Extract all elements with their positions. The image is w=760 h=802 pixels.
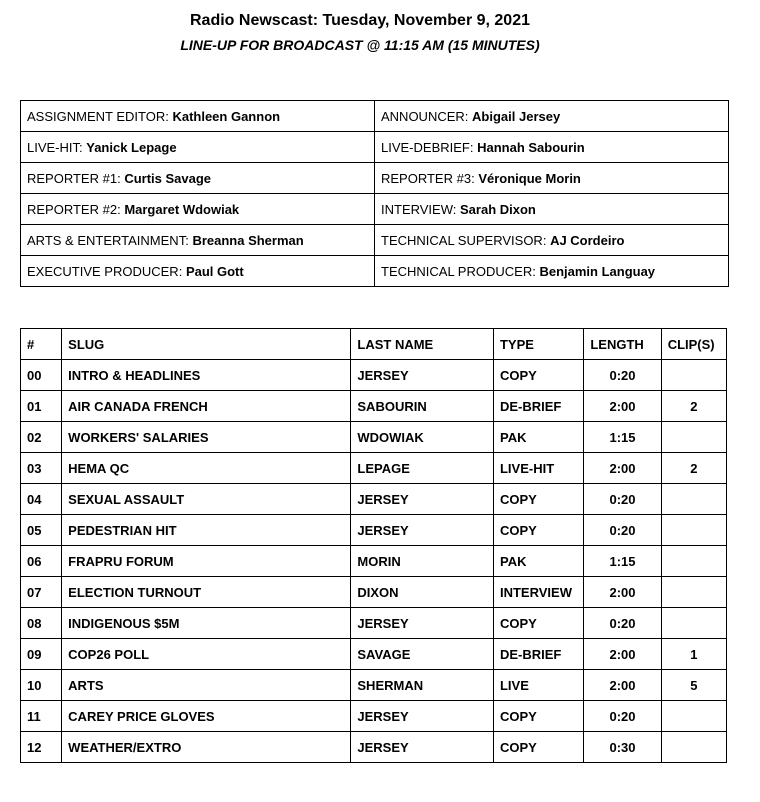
item-number-cell: 09 bbox=[21, 639, 62, 670]
table-row bbox=[21, 391, 727, 422]
item-number-cell: 06 bbox=[21, 546, 62, 577]
staff-row bbox=[21, 101, 729, 132]
person-name: Margaret Wdowiak bbox=[124, 201, 240, 217]
type-cell: PAK bbox=[493, 422, 583, 453]
lineup-header-row bbox=[21, 329, 727, 360]
clips-cell: 2 bbox=[661, 453, 726, 484]
last-name-cell: JERSEY bbox=[351, 484, 494, 515]
slug-cell: SEXUAL ASSAULT bbox=[62, 484, 351, 515]
length-cell: 0:20 bbox=[584, 515, 661, 546]
last-name-cell: SHERMAN bbox=[351, 670, 494, 701]
clips-cell bbox=[661, 422, 726, 453]
role-label: REPORTER #3: bbox=[381, 170, 475, 186]
type-cell: PAK bbox=[493, 546, 583, 577]
table-row bbox=[21, 515, 727, 546]
type-cell: DE-BRIEF bbox=[493, 391, 583, 422]
item-number-cell: 00 bbox=[21, 360, 62, 391]
staff-row bbox=[21, 132, 729, 163]
last-name-cell: JERSEY bbox=[351, 608, 494, 639]
type-cell: LIVE bbox=[493, 670, 583, 701]
staff-cell bbox=[21, 225, 375, 256]
length-cell: 0:20 bbox=[584, 360, 661, 391]
role-label: LIVE-DEBRIEF: bbox=[381, 139, 474, 155]
last-name-cell: WDOWIAK bbox=[351, 422, 494, 453]
role-label: LIVE-HIT: bbox=[27, 139, 83, 155]
lineup-table bbox=[20, 328, 727, 763]
slug-cell: AIR CANADA FRENCH bbox=[62, 391, 351, 422]
item-number-cell: 10 bbox=[21, 670, 62, 701]
length-cell: 1:15 bbox=[584, 546, 661, 577]
column-header-last-name: LAST NAME bbox=[351, 329, 494, 360]
column-header-type: TYPE bbox=[493, 329, 583, 360]
column-header-item-number: # bbox=[21, 329, 62, 360]
item-number-cell: 12 bbox=[21, 732, 62, 763]
table-row bbox=[21, 453, 727, 484]
length-cell: 2:00 bbox=[584, 453, 661, 484]
slug-cell: INDIGENOUS $5M bbox=[62, 608, 351, 639]
staff-row bbox=[21, 225, 729, 256]
person-name: AJ Cordeiro bbox=[550, 232, 625, 248]
clips-cell: 5 bbox=[661, 670, 726, 701]
clips-cell bbox=[661, 608, 726, 639]
slug-cell: ARTS bbox=[62, 670, 351, 701]
column-header-clips: CLIP(S) bbox=[661, 329, 726, 360]
page-title: Radio Newscast: Tuesday, November 9, 2021 bbox=[190, 12, 530, 29]
item-number-cell: 11 bbox=[21, 701, 62, 732]
clips-cell: 2 bbox=[661, 391, 726, 422]
length-cell: 0:20 bbox=[584, 701, 661, 732]
table-row bbox=[21, 732, 727, 763]
person-name: Paul Gott bbox=[185, 263, 244, 279]
item-number-cell: 07 bbox=[21, 577, 62, 608]
type-cell: LIVE-HIT bbox=[493, 453, 583, 484]
length-cell: 2:00 bbox=[584, 577, 661, 608]
role-label: ASSIGNMENT EDITOR: bbox=[27, 108, 169, 124]
slug-cell: CAREY PRICE GLOVES bbox=[62, 701, 351, 732]
type-cell: COPY bbox=[493, 484, 583, 515]
last-name-cell: JERSEY bbox=[351, 701, 494, 732]
slug-cell: HEMA QC bbox=[62, 453, 351, 484]
clips-cell: 1 bbox=[661, 639, 726, 670]
table-row bbox=[21, 670, 727, 701]
person-name: Sarah Dixon bbox=[460, 201, 536, 217]
clips-cell bbox=[661, 360, 726, 391]
last-name-cell: MORIN bbox=[351, 546, 494, 577]
person-name: Véronique Morin bbox=[478, 170, 581, 186]
clips-cell bbox=[661, 577, 726, 608]
item-number-cell: 05 bbox=[21, 515, 62, 546]
slug-cell: INTRO & HEADLINES bbox=[62, 360, 351, 391]
table-row bbox=[21, 422, 727, 453]
item-number-cell: 04 bbox=[21, 484, 62, 515]
slug-cell: PEDESTRIAN HIT bbox=[62, 515, 351, 546]
table-row bbox=[21, 701, 727, 732]
role-label: REPORTER #2: bbox=[27, 201, 121, 217]
clips-cell bbox=[661, 546, 726, 577]
staff-table bbox=[20, 100, 729, 287]
length-cell: 2:00 bbox=[584, 670, 661, 701]
clips-cell bbox=[661, 515, 726, 546]
person-name: Kathleen Gannon bbox=[172, 108, 281, 124]
role-label: REPORTER #1: bbox=[27, 170, 121, 186]
type-cell: COPY bbox=[493, 701, 583, 732]
role-label: TECHNICAL SUPERVISOR: bbox=[381, 232, 547, 248]
page-subtitle: LINE-UP FOR BROADCAST @ 11:15 AM (15 MINUTES) bbox=[180, 37, 540, 53]
last-name-cell: JERSEY bbox=[351, 515, 494, 546]
type-cell: COPY bbox=[493, 515, 583, 546]
slug-cell: COP26 POLL bbox=[62, 639, 351, 670]
table-row bbox=[21, 608, 727, 639]
person-name: Curtis Savage bbox=[124, 170, 212, 186]
column-header-slug: SLUG bbox=[62, 329, 351, 360]
staff-cell bbox=[375, 256, 729, 287]
staff-cell bbox=[375, 163, 729, 194]
table-row bbox=[21, 360, 727, 391]
item-number-cell: 02 bbox=[21, 422, 62, 453]
item-number-cell: 01 bbox=[21, 391, 62, 422]
role-label: EXECUTIVE PRODUCER: bbox=[27, 263, 183, 279]
last-name-cell: LEPAGE bbox=[351, 453, 494, 484]
slug-cell: WORKERS' SALARIES bbox=[62, 422, 351, 453]
length-cell: 0:20 bbox=[584, 608, 661, 639]
column-header-length: LENGTH bbox=[584, 329, 661, 360]
role-label: ANNOUNCER: bbox=[381, 108, 469, 124]
staff-cell bbox=[375, 194, 729, 225]
table-row bbox=[21, 639, 727, 670]
length-cell: 0:20 bbox=[584, 484, 661, 515]
table-row bbox=[21, 484, 727, 515]
item-number-cell: 03 bbox=[21, 453, 62, 484]
staff-row bbox=[21, 256, 729, 287]
last-name-cell: SAVAGE bbox=[351, 639, 494, 670]
type-cell: DE-BRIEF bbox=[493, 639, 583, 670]
staff-cell bbox=[21, 101, 375, 132]
staff-cell bbox=[21, 163, 375, 194]
last-name-cell: DIXON bbox=[351, 577, 494, 608]
type-cell: COPY bbox=[493, 608, 583, 639]
length-cell: 0:30 bbox=[584, 732, 661, 763]
length-cell: 1:15 bbox=[584, 422, 661, 453]
role-label: ARTS & ENTERTAINMENT: bbox=[27, 232, 189, 248]
staff-cell bbox=[21, 256, 375, 287]
last-name-cell: JERSEY bbox=[351, 360, 494, 391]
clips-cell bbox=[661, 484, 726, 515]
length-cell: 2:00 bbox=[584, 391, 661, 422]
clips-cell bbox=[661, 732, 726, 763]
staff-cell bbox=[21, 132, 375, 163]
staff-row bbox=[21, 194, 729, 225]
person-name: Abigail Jersey bbox=[472, 108, 561, 124]
slug-cell: ELECTION TURNOUT bbox=[62, 577, 351, 608]
role-label: TECHNICAL PRODUCER: bbox=[381, 263, 536, 279]
person-name: Hannah Sabourin bbox=[477, 139, 585, 155]
person-name: Breanna Sherman bbox=[192, 232, 304, 248]
staff-cell bbox=[21, 194, 375, 225]
staff-cell bbox=[375, 225, 729, 256]
slug-cell: WEATHER/EXTRO bbox=[62, 732, 351, 763]
staff-row bbox=[21, 163, 729, 194]
clips-cell bbox=[661, 701, 726, 732]
type-cell: COPY bbox=[493, 732, 583, 763]
table-row bbox=[21, 577, 727, 608]
item-number-cell: 08 bbox=[21, 608, 62, 639]
person-name: Yanick Lepage bbox=[86, 139, 177, 155]
last-name-cell: JERSEY bbox=[351, 732, 494, 763]
person-name: Benjamin Languay bbox=[539, 263, 656, 279]
role-label: INTERVIEW: bbox=[381, 201, 457, 217]
slug-cell: FRAPRU FORUM bbox=[62, 546, 351, 577]
table-row bbox=[21, 546, 727, 577]
staff-cell bbox=[375, 132, 729, 163]
last-name-cell: SABOURIN bbox=[351, 391, 494, 422]
type-cell: INTERVIEW bbox=[493, 577, 583, 608]
type-cell: COPY bbox=[493, 360, 583, 391]
staff-cell bbox=[375, 101, 729, 132]
length-cell: 2:00 bbox=[584, 639, 661, 670]
